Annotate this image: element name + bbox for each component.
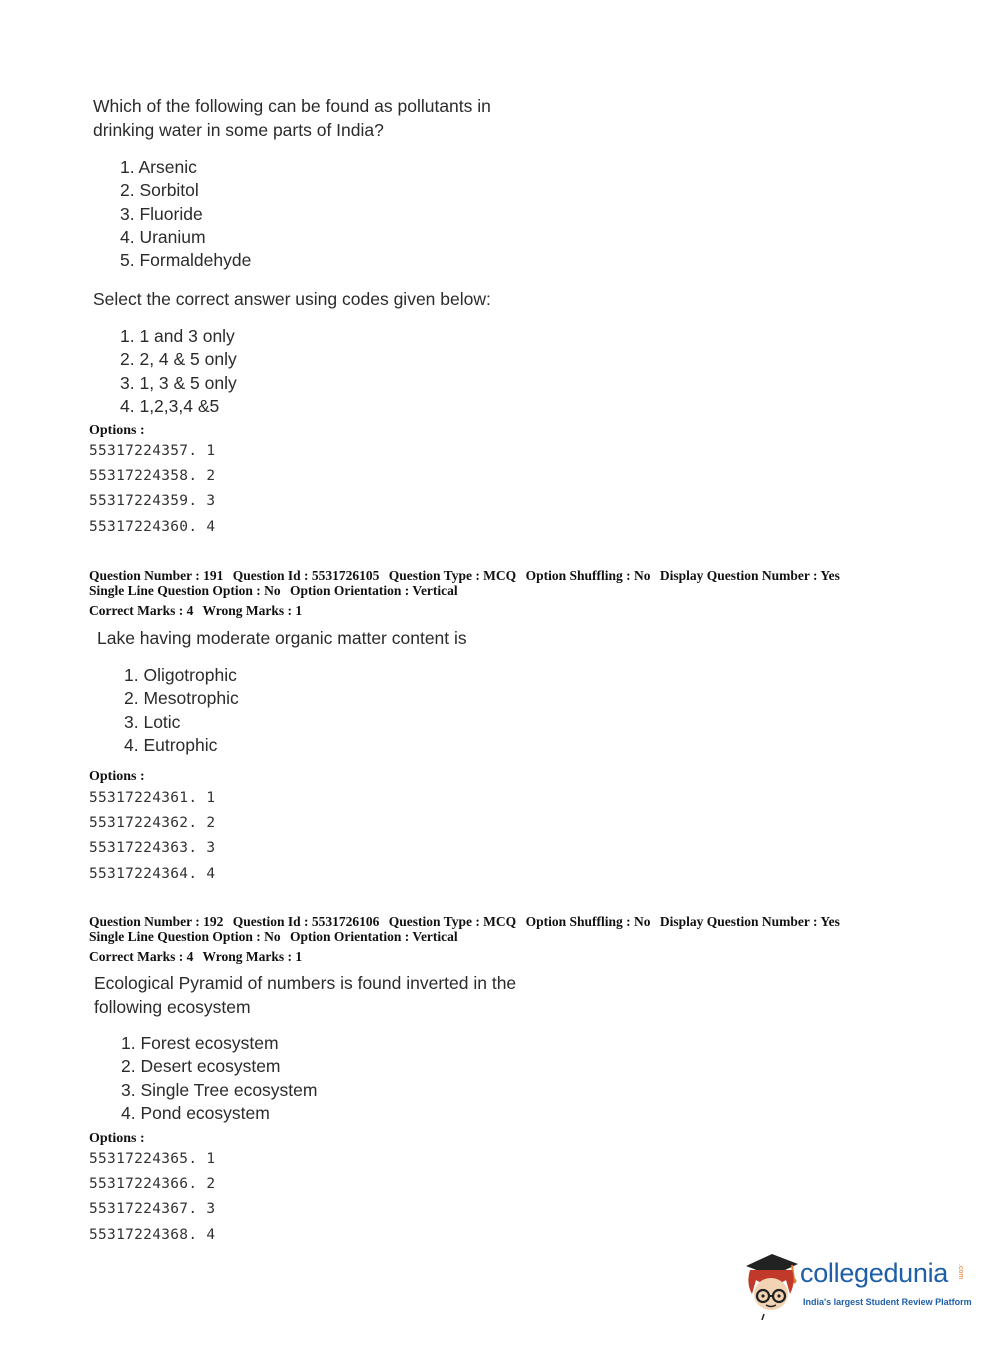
q191-options: [89, 786, 215, 887]
q190-code: 4. 1,2,3,4 &5: [120, 395, 220, 416]
q192-correct-marks: Correct Marks : 4: [89, 949, 194, 964]
q191-option-shuffling: Option Shuffling : No: [525, 568, 651, 583]
q191-option: 55317224364. 4: [89, 865, 216, 882]
q191-item: 2. Mesotrophic: [124, 688, 239, 709]
q191-option-orientation: Option Orientation : Vertical: [290, 583, 458, 598]
q191-stem: [97, 626, 467, 650]
q191-meta-line-1: [89, 568, 846, 583]
q190-item: 3. Fluoride: [120, 203, 203, 224]
q192-question-id: Question Id : 5531726106: [232, 914, 380, 929]
q190-stem-line-2: drinking water in some parts of India?: [93, 120, 384, 140]
q192-stem: [94, 971, 516, 1019]
logo-wordmark: collegedunia: [800, 1258, 949, 1288]
q192-meta-line-1: [89, 914, 846, 929]
q190-stem: [93, 94, 491, 142]
q192-option: 55317224366. 2: [89, 1176, 216, 1193]
logo-tld: .com: [957, 1264, 964, 1280]
q190-items: [120, 156, 251, 272]
q191-options-label: Options :: [89, 769, 145, 784]
q190-options-label: Options :: [89, 423, 145, 438]
q190-code: 2. 2, 4 & 5 only: [120, 349, 237, 370]
q190-codes: [120, 325, 237, 418]
q192-option: 55317224368. 4: [89, 1226, 216, 1243]
q190-code: 3. 1, 3 & 5 only: [120, 372, 237, 393]
q190-option: 55317224359. 3: [89, 493, 216, 510]
q190-stem-line-1: Which of the following can be found as pollutants in: [93, 96, 491, 116]
q191-item: 1. Oligotrophic: [124, 665, 237, 685]
mascot-icon: [742, 1250, 800, 1320]
q192-options-label: Options :: [89, 1131, 145, 1146]
q190-item: 2. Sorbitol: [120, 180, 199, 201]
q192-meta-line-2: [89, 929, 464, 944]
q192-stem-line-2: following ecosystem: [94, 997, 251, 1017]
q190-code: 1. 1 and 3 only: [120, 326, 235, 346]
q190-option: 55317224358. 2: [89, 468, 216, 485]
q190-instruction: [93, 287, 491, 311]
q191-marks: [89, 603, 308, 618]
q192-items: [121, 1032, 317, 1125]
q190-option: 55317224360. 4: [89, 518, 216, 535]
q192-wrong-marks: Wrong Marks : 1: [202, 949, 303, 964]
q190-options: [89, 439, 215, 540]
q192-option-shuffling: Option Shuffling : No: [525, 914, 651, 929]
q192-item: 2. Desert ecosystem: [121, 1056, 281, 1077]
q192-marks: [89, 949, 308, 964]
q191-question-type: Question Type : MCQ: [388, 568, 517, 583]
logo-tagline: India's largest Student Review Platform: [803, 1297, 972, 1307]
q190-option: 55317224357. 1: [89, 443, 216, 459]
q192-item: 1. Forest ecosystem: [121, 1033, 279, 1053]
q190-item: 5. Formaldehyde: [120, 250, 252, 271]
q190-item: 1. Arsenic: [120, 157, 197, 177]
q191-item: 4. Eutrophic: [124, 734, 218, 755]
q191-question-id: Question Id : 5531726105: [232, 568, 380, 583]
q191-correct-marks: Correct Marks : 4: [89, 603, 194, 618]
q191-item: 3. Lotic: [124, 711, 181, 732]
q191-single-line-option: Single Line Question Option : No: [89, 583, 281, 598]
q191-meta-line-2: [89, 583, 464, 598]
q191-option: 55317224363. 3: [89, 840, 216, 857]
q192-option-orientation: Option Orientation : Vertical: [290, 929, 458, 944]
q190-item: 4. Uranium: [120, 226, 206, 247]
q192-option: 55317224367. 3: [89, 1201, 216, 1218]
q192-item: 4. Pond ecosystem: [121, 1102, 270, 1123]
q191-question-number: Question Number : 191: [89, 568, 224, 583]
q192-question-number: Question Number : 192: [89, 914, 224, 929]
q191-wrong-marks: Wrong Marks : 1: [202, 603, 303, 618]
q191-stem-line-1: Lake having moderate organic matter content is: [97, 628, 467, 648]
q191-display-number: Display Question Number : Yes: [659, 568, 840, 583]
q191-option: 55317224362. 2: [89, 815, 216, 832]
q192-display-number: Display Question Number : Yes: [659, 914, 840, 929]
q192-question-type: Question Type : MCQ: [388, 914, 517, 929]
q190-instruction-text: Select the correct answer using codes given below:: [93, 289, 491, 309]
q191-option: 55317224361. 1: [89, 790, 216, 806]
q191-items: [124, 664, 239, 757]
q192-single-line-option: Single Line Question Option : No: [89, 929, 281, 944]
collegedunia-logo[interactable]: [742, 1250, 972, 1320]
q192-options: [89, 1147, 215, 1248]
q192-item: 3. Single Tree ecosystem: [121, 1079, 318, 1100]
q192-stem-line-1: Ecological Pyramid of numbers is found inverted in the: [94, 973, 517, 993]
q192-option: 55317224365. 1: [89, 1151, 216, 1167]
